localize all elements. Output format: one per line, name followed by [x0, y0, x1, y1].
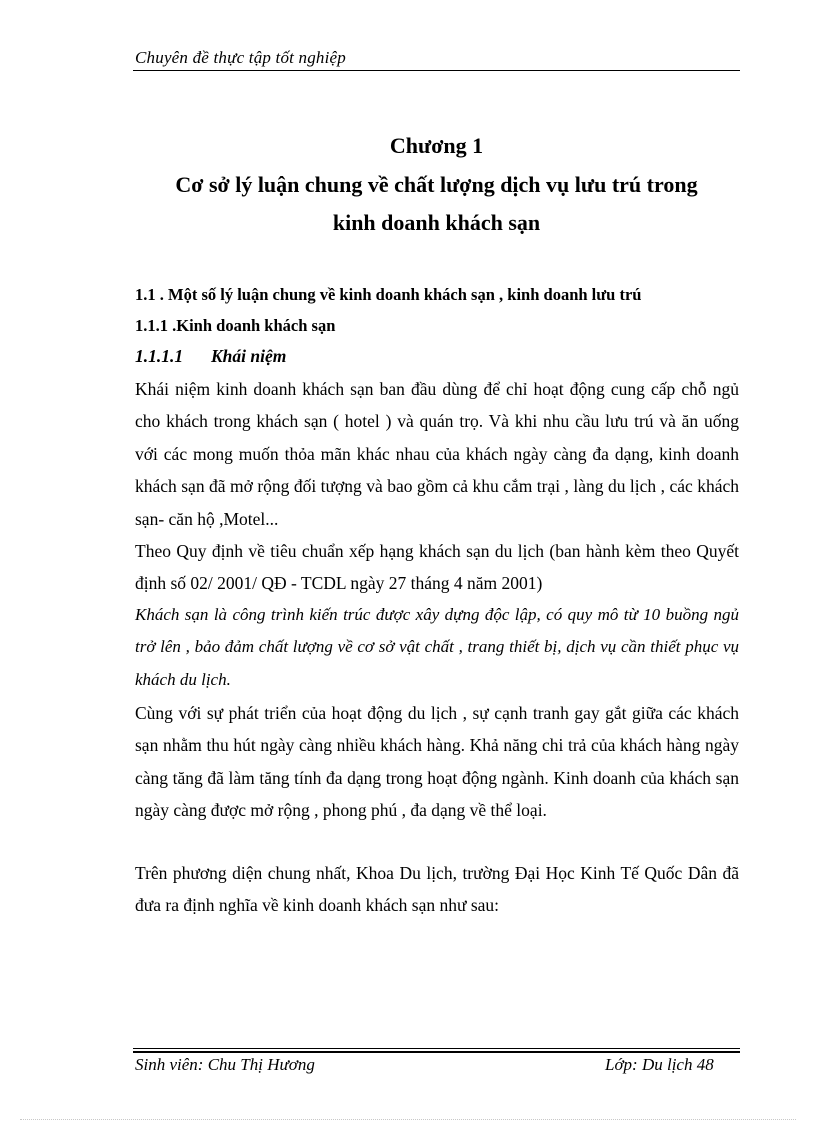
paragraph-definition-quote: Khách sạn là công trình kiến trúc được xây dựng độc lập, có quy mô từ 10 buồng ngủ trở lên , bảo đảm chất lượng về cơ sở vật chất , trang thiết bị, dịch vụ cần thiết phục vụ khách du lịch. — [135, 605, 739, 689]
section-heading-1-1-1-1 — [135, 346, 286, 367]
chapter-title-line-1: Cơ sở lý luận chung về chất lượng dịch vụ lưu trú trong — [175, 172, 698, 197]
chapter-title-line-2: kinh doanh khách sạn — [332, 210, 541, 235]
footer-rule-thin — [133, 1048, 740, 1049]
section-heading-1-1-1: 1.1.1 .Kinh doanh khách sạn — [135, 316, 336, 335]
page-header-title: Chuyên đề thực tập tốt nghiệp — [135, 48, 347, 67]
section-title: Khái niệm — [211, 346, 287, 366]
paragraph-development: Cùng với sự phát triển của hoạt động du lịch , sự cạnh tranh gay gắt giữa các khách sạn nhằm thu hút ngày càng nhiều khách hàng. Khả năng chi trả của khách hàng ngày càng tăng đã làm tăng tính đa dạng trong hoạt động ngành. Kinh doanh của khách sạn ngày càng được mở rộng , phong phú , đa dạng về thể loại. — [135, 703, 739, 821]
footer-student-name: Sinh viên: Chu Thị Hương — [135, 1055, 315, 1074]
paragraph-concept: Khái niệm kinh doanh khách sạn ban đầu dùng để chỉ hoạt động cung cấp chỗ ngủ cho khách trong khách sạn ( hotel ) và quán trọ. Và khi nhu cầu lưu trú và ăn uống với các mong muốn thỏa mãn khác nhau của khách ngày càng đa dạng, kinh doanh khách sạn đã mở rộng đối tượng và bao gồm cả khu cắm trại , làng du lịch , các khách sạn- căn hộ ,Motel... — [135, 379, 739, 529]
footer-rule-thick — [133, 1051, 740, 1053]
header-rule — [133, 70, 740, 71]
paragraph-general-definition: Trên phương diện chung nhất, Khoa Du lịch, trường Đại Học Kinh Tế Quốc Dân đã đưa ra định nghĩa về kinh doanh khách sạn như sau: — [135, 863, 739, 916]
section-heading-1-1: 1.1 . Một số lý luận chung về kinh doanh khách sạn , kinh doanh lưu trú — [135, 285, 642, 304]
page-bottom-dotted-border — [20, 1119, 796, 1120]
footer-class: Lớp: Du lịch 48 — [605, 1055, 714, 1074]
paragraph-regulation: Theo Quy định về tiêu chuẩn xếp hạng khách sạn du lịch (ban hành kèm theo Quyết định số 02/ 2001/ QĐ - TCDL ngày 27 tháng 4 năm 2001) — [135, 541, 739, 594]
chapter-number: Chương 1 — [389, 133, 484, 158]
section-number: 1.1.1.1 — [135, 346, 184, 366]
